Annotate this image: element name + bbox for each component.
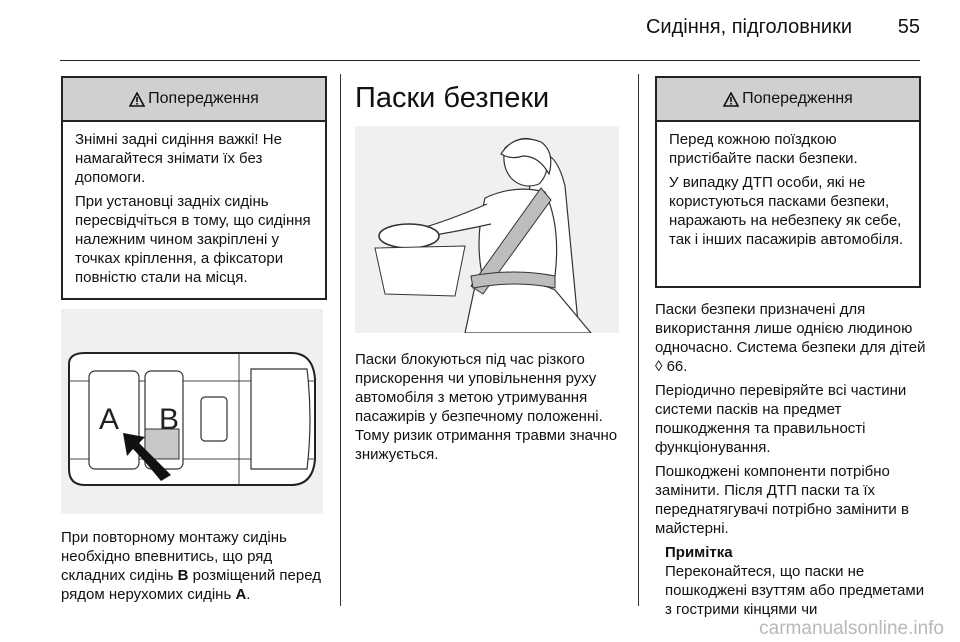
- page-number: 55: [897, 16, 920, 38]
- warning-triangle-icon: [129, 92, 145, 107]
- seat-label-a: A: [99, 403, 120, 436]
- warning-box-seats: [61, 76, 327, 300]
- warning-body: [657, 122, 919, 262]
- text-letter-a: A: [235, 586, 247, 603]
- belts-intro-text: [355, 350, 635, 469]
- section-title: Паски безпеки: [355, 82, 550, 114]
- column-divider-right: [638, 74, 639, 606]
- inspection-paragraph: Періодично перевіряйте всі частини системи пасків на предмет пошкодження та правильності функціонування.: [655, 382, 907, 456]
- note-block: [655, 543, 930, 619]
- page-reference-arrow-icon: ◊: [655, 358, 663, 375]
- warning-paragraph: У випадку ДТП особи, які не користуються пасками безпеки, наражають на небезпеку як себе, так і інших пасажирів автомобіля.: [669, 174, 904, 248]
- warning-header: [657, 78, 919, 122]
- warning-label: Попередження: [148, 90, 259, 107]
- belted-driver-drawing: [355, 126, 619, 333]
- warning-paragraph: Перед кожною поїздкою пристібайте паски безпеки.: [669, 131, 858, 167]
- warning-label: Попередження: [742, 90, 853, 107]
- van-seat-diagram: [61, 309, 323, 514]
- text-middle: розміщений перед рядом нерухомих сидінь: [61, 567, 321, 603]
- note-label: Примітка: [665, 544, 733, 561]
- text-before-b: При повторному монтажу сидінь необхідно впевнитись, що ряд складних сидінь: [61, 529, 287, 584]
- page-reference[interactable]: 66.: [662, 358, 688, 375]
- warning-header: [63, 78, 325, 122]
- seat-reinstall-text: [61, 528, 329, 609]
- page-header-title: Сидіння, підголовники: [645, 16, 852, 38]
- note-text: Переконайтеся, що паски не пошкоджені взуттям або предметами з гострими кінцями чи: [665, 563, 925, 618]
- belt-usage-text-part: Паски безпеки призначені для використання лише однією людиною одночасно. Система безпеки для дітей: [655, 301, 926, 356]
- belt-usage-text: [655, 300, 930, 619]
- text-letter-b: B: [177, 567, 189, 584]
- warning-paragraph: Знімні задні сидіння важкі! Не намагайтеся знімати їх без допомоги.: [75, 131, 282, 186]
- seat-layout-illustration: [61, 309, 323, 514]
- belts-intro-paragraph: Паски блокуються під час різкого прискорення чи уповільнення руху автомобіля з метою утримування пасажирів у безпечному положенні. Тому ризик отримання травми значно знижується.: [355, 351, 618, 463]
- warning-triangle-icon: [723, 92, 739, 107]
- column-divider-left: [340, 74, 341, 606]
- seat-belt-illustration: [355, 126, 619, 333]
- seat-reinstall-paragraph: [61, 528, 329, 604]
- warning-box-belts: [655, 76, 921, 288]
- text-end: .: [246, 586, 251, 603]
- warning-body: [63, 122, 325, 300]
- seat-label-b: B: [159, 403, 180, 436]
- warning-paragraph: При установці задніх сидінь пересвідчіться в тому, що сидіння належним чином закріплені у точках кріплення, а фіксатори повністю стали на місця.: [75, 193, 311, 286]
- watermark: carmanualsonline.info: [759, 618, 944, 639]
- header-rule: [60, 60, 920, 61]
- replacement-paragraph: Пошкоджені компоненти потрібно замінити. Після ДТП паски та їх переднатягувачі потрібно замінити в майстерні.: [655, 463, 909, 537]
- belt-usage-paragraph: [655, 300, 930, 376]
